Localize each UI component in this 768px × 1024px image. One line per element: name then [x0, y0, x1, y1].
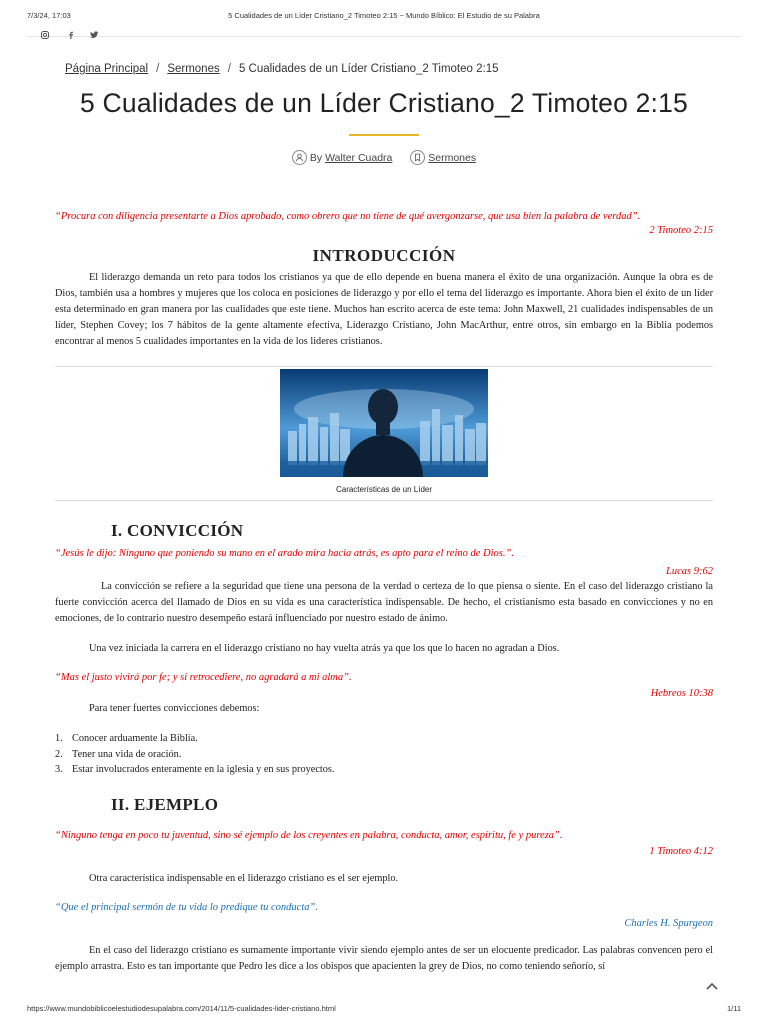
print-page-title: 5 Cualidades de un Líder Cristiano_2 Timoteo 2:15 ~ Mundo Bíblico: El Estudio de su Palabra	[228, 11, 540, 20]
section2-paragraph-2: En el caso del liderazgo cristiano es sumamente importante vivir siendo ejemplo antes de ser un elocuente predicador. Las palabras convencen pero el ejemplo arrastra. Esto es tan importante que Pedro les dice a los obispos que apacienten la grey de Dios, no como teniendo señorío, sí	[55, 944, 713, 972]
author-meta	[292, 150, 393, 165]
list-item: 2. Tener una vida de oración.	[55, 748, 182, 760]
facebook-icon[interactable]	[67, 26, 75, 34]
chevron-up-icon	[704, 981, 720, 998]
figure-caption: Características de un Líder	[335, 485, 433, 494]
user-icon	[292, 150, 307, 165]
article-body	[55, 210, 713, 975]
breadcrumb-separator: /	[156, 63, 160, 75]
page-title: 5 Cualidades de un Líder Cristiano_2 Timoteo 2:15	[80, 88, 688, 118]
post-meta	[0, 150, 768, 165]
section1-paragraph-3: Para tener fuertes convicciones debemos:	[89, 703, 260, 714]
list-item: 1. Conocer arduamente la Biblia.	[55, 733, 198, 744]
category-link[interactable]: Sermones	[428, 151, 477, 164]
category-meta	[410, 150, 476, 165]
breadcrumb	[65, 63, 713, 75]
print-footer	[27, 1004, 741, 1016]
breadcrumb-separator: /	[227, 63, 231, 75]
section1-paragraph-2: Una vez iniciada la carrera en el liderazgo cristiano no hay vuelta atrás ya que los que lo hacen no agradan a Dios.	[89, 643, 560, 654]
intro-paragraph: El liderazgo demanda un reto para todos los cristianos ya que de ello depende en buena manera el éxito de una organización. Aunque la obra es de Dios, también usa a hombres y mujeres que los coloca en posiciones de liderazgo y por ello el tema del liderazgo es importante. Ahora bien el éxito de un líder esta determinado en gran manera por las cualidades que este tiene. Muchos han escrito acerca de este tema: John Maxwell, 21 cualidades indispensables de un líder, Stephen Covey; los 7 hábitos de la gente altamente efectiva, Liderazgo Cristiano, John MacArthur, entre otros, sin embargo en la Biblia podemos encontrar al menos 5 cualidades importantes en la vida de los lideres cristianos.	[55, 272, 713, 347]
section-heading-conviccion: I. CONVICCIÓN	[111, 521, 244, 540]
article-figure	[55, 366, 713, 501]
scroll-to-top-button[interactable]	[704, 978, 720, 994]
section-heading-ejemplo: II. EJEMPLO	[111, 794, 219, 814]
print-page-number: 1/11	[726, 1004, 741, 1013]
author-link[interactable]: Walter Cuadra	[325, 151, 393, 164]
spurgeon-quote: “Que el principal sermón de tu vida lo predique tu conducta”.	[55, 901, 318, 913]
breadcrumb-current: 5 Cualidades de un Líder Cristiano_2 Timoteo 2:15	[238, 63, 499, 75]
intro-heading: INTRODUCCIÓN	[312, 246, 456, 265]
leader-image	[280, 369, 488, 477]
print-url: https://www.mundobiblicoelestudiodesupalabra.com/2014/11/5-cualidades-lider-cristiano.html	[27, 1004, 336, 1013]
section1-verse-reference: Lucas 9:62	[666, 566, 713, 577]
epigraph-verse: “Procura con diligencia presentarte a Dios aprobado, como obrero que no tiene de qué avergonzarse, que usa bien la palabra de verdad”.	[55, 211, 641, 222]
section2-verse-reference: 1 Timoteo 4:12	[649, 845, 713, 857]
section1-verse: “Jesús le dijo: Ninguno que poniendo su mano en el arado mira hacia atrás, es apto para el reino de Dios.”.	[55, 548, 514, 559]
section2-paragraph-1: Otra característica indispensable en el liderazgo cristiano es el ser ejemplo.	[89, 872, 399, 884]
print-header	[27, 11, 741, 23]
epigraph-reference: 2 Timoteo 2:15	[649, 225, 713, 236]
by-label: By	[309, 151, 323, 164]
twitter-icon[interactable]	[90, 26, 98, 34]
section1-verse-2: “Mas el justo vivirá por fe; y si retrocediere, no agradará a mi alma”.	[55, 672, 352, 683]
list-item: 3. Estar involucrados enteramente en la iglesia y en sus proyectos.	[55, 764, 335, 775]
social-bar	[27, 24, 741, 37]
breadcrumb-home[interactable]: Página Principal	[65, 63, 149, 75]
bookmark-icon	[410, 150, 425, 165]
instagram-icon[interactable]	[41, 26, 49, 34]
title-underline	[349, 134, 419, 136]
conviction-list	[55, 731, 713, 778]
breadcrumb-section[interactable]: Sermones	[167, 63, 220, 75]
section1-verse-2-reference: Hebreos 10:38	[650, 688, 713, 699]
section1-paragraph-1: La convicción se refiere a la seguridad que tiene una persona de la verdad o certeza de lo que piensa o siente. En el caso del liderazgo cristiano la fuerte convicción acerca del llamado de Dios en su vida es una característica indispensable. De hecho, el cristianismo esta basado en convicciones y no en emociones, de lo contrario nuestro desempeño estará influenciado por nuestro estado de ánimo.	[55, 581, 713, 624]
spurgeon-quote-author: Charles H. Spurgeon	[624, 917, 713, 929]
section2-verse: “Ninguno tenga en poco tu juventud, sino sé ejemplo de los creyentes en palabra, conducta, amor, espíritu, fe y pureza”.	[55, 829, 563, 841]
print-date: 7/3/24, 17:03	[27, 11, 71, 20]
